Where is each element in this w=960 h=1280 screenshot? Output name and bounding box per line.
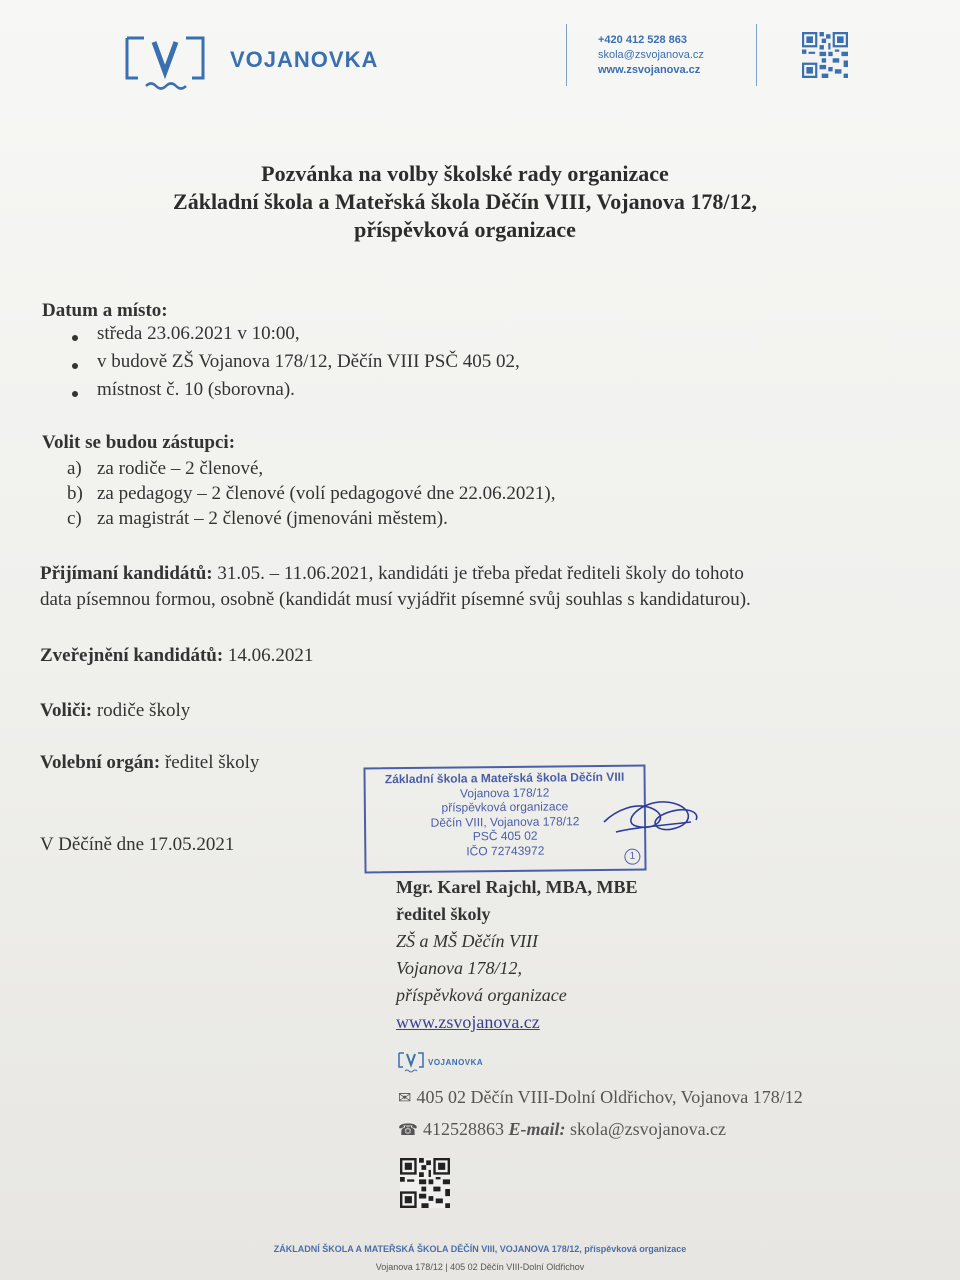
prijimani-text: data písemnou formou, osobně (kandidát musí vyjádřit písemné svůj souhlas s kandidaturou). <box>40 589 751 610</box>
prijimani-label: Přijímaní kandidátů: <box>40 563 213 584</box>
bullet-icon <box>72 391 78 397</box>
list-item: v budově ZŠ Vojanova 178/12, Děčín VIII PSČ 405 02, <box>97 351 520 372</box>
footer-org: ZÁKLADNÍ ŠKOLA A MATEŘSKÁ ŠKOLA DĚČÍN VIII, VOJANOVA 178/12, příspěvková organizace <box>273 1244 687 1254</box>
header-divider <box>756 24 757 86</box>
header-web: www.zsvojanova.cz <box>598 64 701 76</box>
zverejneni-label: Zveřejnění kandidátů: <box>40 645 224 666</box>
signer-org: ZŠ a MŠ Děčín VIII <box>396 931 538 951</box>
qr-code-icon <box>400 1158 450 1208</box>
signer-org: příspěvková organizace <box>396 985 567 1005</box>
prijimani-text: 31.05. – 11.06.2021, kandidáti je třeba předat řediteli školy do tohoto <box>212 563 744 584</box>
stamp-line: Základní škola a Mateřská škola Děčín VIII <box>384 769 625 787</box>
mini-brand-name: VOJANOVKA <box>428 1058 484 1067</box>
zverejneni-line <box>40 643 313 669</box>
stamp-line: Vojanova 178/12 <box>459 785 550 800</box>
zverejneni-value: 14.06.2021 <box>223 645 314 666</box>
brand-name: VOJANOVKA <box>230 47 379 72</box>
website-link[interactable]: www.zsvojanova.cz <box>396 1012 540 1032</box>
list-letter: a) <box>67 458 82 479</box>
signature-block <box>396 874 637 1036</box>
prijimani-paragraph <box>40 561 751 613</box>
volici-value: rodiče školy <box>92 700 191 721</box>
stamp-line: Děčín VIII, Vojanova 178/12 <box>430 813 580 830</box>
document-title <box>0 160 930 244</box>
email-text: skola@zsvojanova.cz <box>570 1119 727 1139</box>
vojanovka-logo-icon <box>398 1050 424 1074</box>
stamp-line: IČO 72743972 <box>466 843 545 858</box>
title-line: Pozvánka na volby školské rady organizace <box>261 161 669 186</box>
title-line: Základní škola a Mateřská škola Děčín VIII, Vojanova 178/12, <box>173 189 757 214</box>
list-item: místnost č. 10 (sborovna). <box>97 379 295 400</box>
handwritten-signature <box>596 792 706 852</box>
stamp-line: PSČ 405 02 <box>472 828 538 844</box>
list-item: za rodiče – 2 členové, <box>97 458 264 479</box>
postal-text: 405 02 Děčín VIII-Dolní Oldřichov, Vojanova 178/12 <box>416 1087 803 1107</box>
volici-line <box>40 698 190 724</box>
list-letter: b) <box>67 483 83 504</box>
organ-line <box>40 750 259 776</box>
list-item: středa 23.06.2021 v 10:00, <box>97 323 300 344</box>
phone-email <box>398 1119 726 1140</box>
email-label: E-mail: <box>508 1119 566 1139</box>
signer-name: Mgr. Karel Rajchl, MBA, MBE <box>396 877 638 897</box>
stamp-line: příspěvková organizace <box>441 799 569 815</box>
volit-heading: Volit se budou zástupci: <box>42 432 236 453</box>
header-divider <box>566 24 567 86</box>
title-line: příspěvková organizace <box>354 217 576 242</box>
qr-code-icon <box>802 32 848 78</box>
datum-heading: Datum a místo: <box>42 300 168 321</box>
signer-role: ředitel školy <box>396 904 491 924</box>
footer-address: Vojanova 178/12 | 405 02 Děčín VIII-Dolní Oldřichov <box>375 1262 585 1272</box>
bullet-icon <box>72 363 78 369</box>
place-date: V Děčíně dne 17.05.2021 <box>40 834 235 855</box>
signer-org: Vojanova 178/12, <box>396 958 522 978</box>
organ-value: ředitel školy <box>160 752 260 773</box>
organ-label: Volební orgán: <box>40 752 161 773</box>
header-phone: +420 412 528 863 <box>598 34 688 46</box>
volici-label: Voliči: <box>40 700 93 721</box>
list-letter: c) <box>67 508 82 529</box>
vojanovka-logo-icon <box>124 30 206 94</box>
phone-text: 412528863 <box>423 1119 505 1139</box>
header-contact <box>598 33 704 78</box>
bullet-icon <box>72 335 78 341</box>
phone-icon: ☎ <box>398 1120 424 1139</box>
list-item: za magistrát – 2 členové (jmenováni městem). <box>97 508 448 529</box>
header-email: skola@zsvojanova.cz <box>598 49 704 61</box>
stamp-number: 1 <box>624 849 640 865</box>
postal-address <box>398 1087 803 1108</box>
list-item: za pedagogy – 2 členové (volí pedagogové dne 22.06.2021), <box>97 483 556 504</box>
envelope-icon: ✉ <box>398 1088 417 1107</box>
